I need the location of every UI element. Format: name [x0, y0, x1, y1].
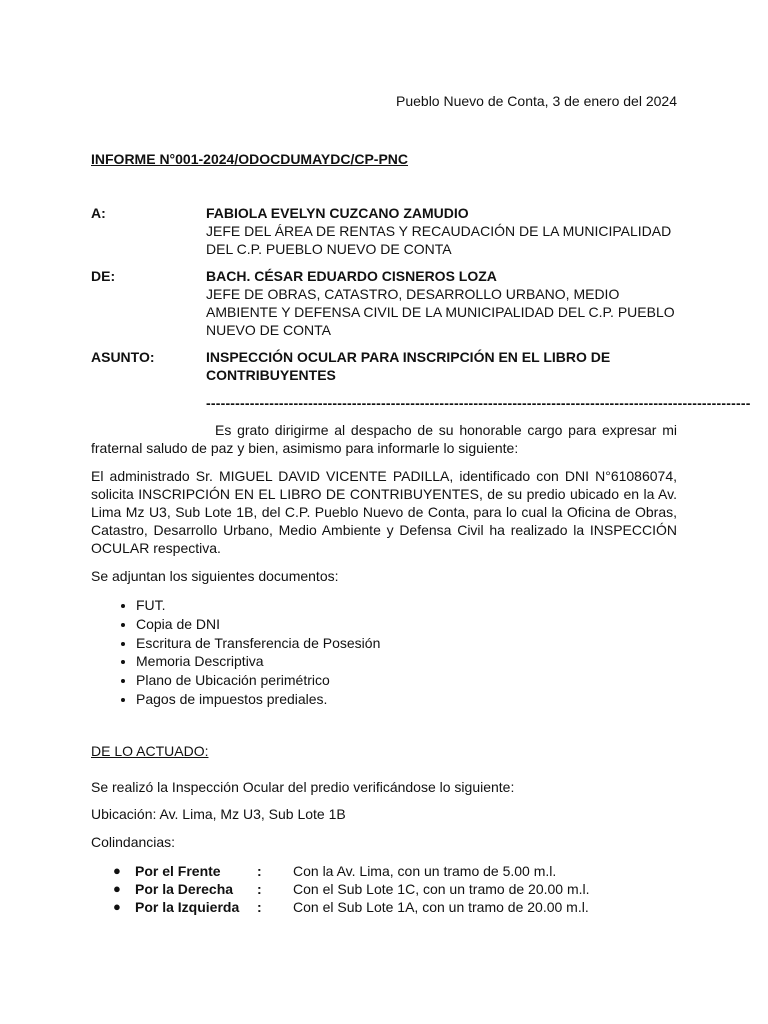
boundary-side: Por la Izquierda [135, 899, 240, 915]
bullet-icon: ● [113, 899, 121, 914]
from-name: BACH. CÉSAR EDUARDO CISNEROS LOZA [206, 268, 497, 284]
boundary-colon: : [257, 899, 262, 915]
boundary-row [113, 862, 673, 880]
list-item: • Memoria Descriptiva [136, 652, 380, 671]
from-label: DE: [91, 268, 116, 284]
list-item: • Copia de DNI [136, 615, 380, 634]
boundary-side: Por el Frente [135, 863, 221, 879]
boundary-value: Con el Sub Lote 1A, con un tramo de 20.00 m.l. [293, 899, 589, 915]
greeting-text: Es grato dirigirme al despacho de su honorable cargo para expresar mi fraternal saludo de paz y bien, asimismo para informarle lo siguiente: [91, 422, 677, 456]
inspection-intro: Se realizó la Inspección Ocular del predio verificándose lo siguiente: [91, 779, 515, 795]
boundary-side: Por la Derecha [135, 881, 234, 897]
boundary-row [113, 880, 673, 898]
boundary-row [113, 898, 673, 916]
documents-intro: Se adjuntan los siguientes documentos: [91, 568, 339, 584]
boundary-colon: : [257, 863, 262, 879]
location-line: Ubicación: Av. Lima, Mz U3, Sub Lote 1B [91, 806, 346, 822]
to-position: JEFE DEL ÁREA DE RENTAS Y RECAUDACIÓN DE LA MUNICIPALIDAD DEL C.P. PUEBLO NUEVO DE CONTA [206, 223, 672, 257]
documents-list [91, 596, 380, 709]
report-title: INFORME N°001-2024/ODOCDUMAYDC/CP-PNC [91, 151, 409, 167]
boundaries-label: Colindancias: [91, 834, 176, 850]
boundary-colon: : [257, 881, 262, 897]
boundary-value: Con la Av. Lima, con un tramo de 5.00 m.l. [293, 863, 557, 879]
to-name: FABIOLA EVELYN CUZCANO ZAMUDIO [206, 205, 469, 221]
from-position: JEFE DE OBRAS, CATASTRO, DESARROLLO URBANO, MEDIO AMBIENTE Y DEFENSA CIVIL DE LA MUNICIPALIDAD DEL C.P. PUEBLO NUEVO DE CONTA [206, 286, 675, 338]
separator-line: ---------------------------------------------------------------------------------------------------------------- [206, 395, 751, 411]
list-item: • Plano de Ubicación perimétrico [136, 671, 380, 690]
date-line: Pueblo Nuevo de Conta, 3 de enero del 2024 [396, 93, 677, 109]
request-paragraph: El administrado Sr. MIGUEL DAVID VICENTE PADILLA, identificado con DNI N°61086074, solicita INSCRIPCIÓN EN EL LIBRO DE CONTRIBUYENTES, de su predio ubicado en la Av. Lima Mz U3, Sub Lote 1B, del C.P. Pueblo Nuevo de Conta, para lo cual la Oficina de Obras, Catastro, Desarrollo Urbano, Medio Ambiente y Defensa Civil ha realizado la INSPECCIÓN OCULAR respectiva. [91, 468, 677, 556]
bullet-icon: ● [113, 863, 121, 878]
subject-label: ASUNTO: [91, 349, 155, 365]
boundaries-list [113, 862, 673, 916]
to-label: A: [91, 205, 106, 221]
subject-text: INSPECCIÓN OCULAR PARA INSCRIPCIÓN EN EL LIBRO DE CONTRIBUYENTES [206, 349, 611, 383]
to-block [206, 204, 678, 258]
list-item: • Escritura de Transferencia de Posesión [136, 634, 380, 653]
from-block [206, 267, 678, 339]
section-heading: DE LO ACTUADO: [91, 743, 209, 759]
list-item: • Pagos de impuestos prediales. [136, 690, 380, 709]
list-item: • FUT. [136, 596, 380, 615]
greeting-paragraph [91, 421, 677, 457]
bullet-icon: ● [113, 881, 121, 896]
boundary-value: Con el Sub Lote 1C, con un tramo de 20.00 m.l. [293, 881, 590, 897]
